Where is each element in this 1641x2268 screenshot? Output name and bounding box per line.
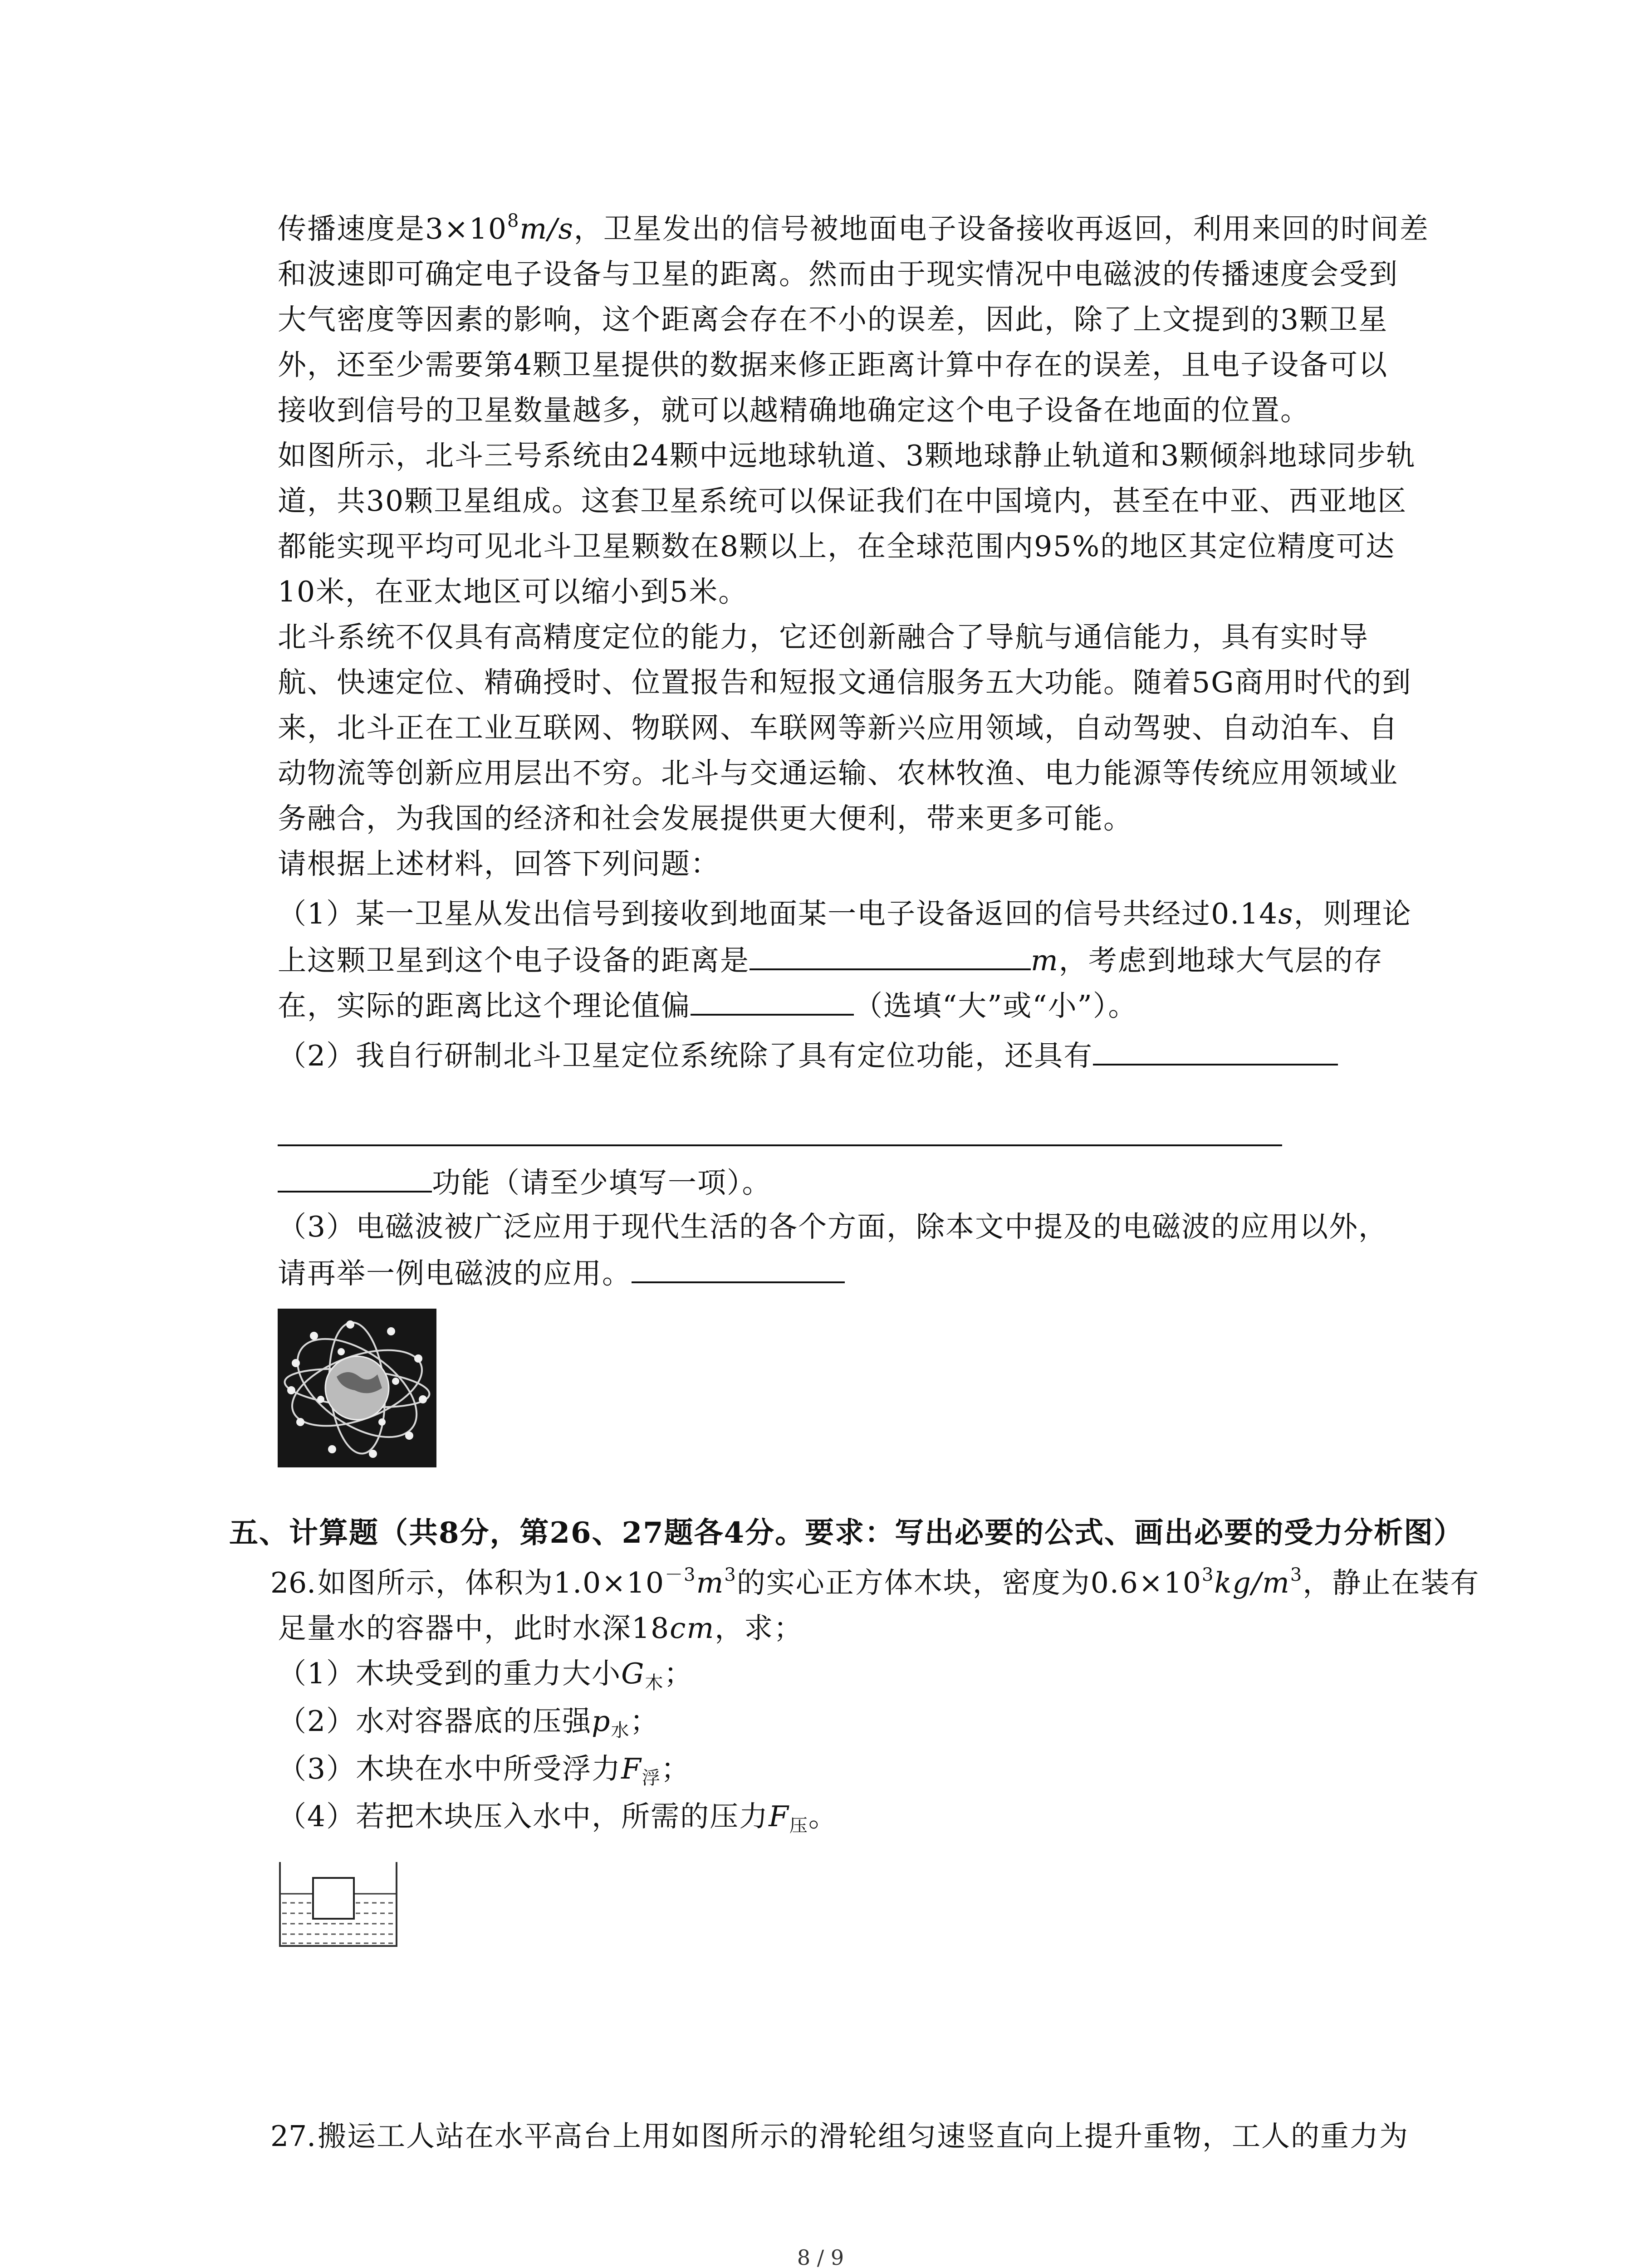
question-1-line <box>278 937 1383 983</box>
text: （选填“大”或“小”）。 <box>854 989 1138 1022</box>
subscript: 木 <box>645 1672 664 1693</box>
section-heading: 五、计算题（共8分，第26、27题各4分。要求：写出必要的公式、画出必要的受力分析图） <box>229 1516 1464 1550</box>
question-26-part-2 <box>278 1699 659 1744</box>
text: ，卫星发出的信号被地面电子设备接收再返回，利用来回的时间差 <box>573 212 1429 245</box>
text: （2）水对容器底的压强 <box>278 1705 592 1738</box>
question-26-part-4 <box>278 1794 838 1839</box>
answer-blank-function[interactable] <box>1093 1032 1338 1066</box>
unit: m <box>1031 944 1059 977</box>
text: 功能（请至少填写一项）。 <box>432 1166 772 1199</box>
text: ，则理论 <box>1293 897 1412 930</box>
passage-line: 来，北斗正在工业互联网、物联网、车联网等新兴应用领域，自动驾驶、自动泊车、自 <box>278 711 1398 744</box>
text: （4）若把木块压入水中，所需的压力 <box>278 1800 769 1833</box>
answer-line-function[interactable] <box>278 1144 1282 1146</box>
text: ，考虑到地球大气层的存 <box>1058 944 1383 977</box>
text: 传播速度是3×10 <box>278 212 508 245</box>
text: （3）木块在水中所受浮力 <box>278 1752 622 1785</box>
passage-line: 和波速即可确定电子设备与卫星的距离。然而由于现实情况中电磁波的传播速度会受到 <box>278 258 1398 291</box>
answer-blank-bigger-smaller[interactable] <box>691 982 854 1016</box>
question-3-line <box>278 1250 845 1296</box>
question-number: 26. <box>270 1566 316 1599</box>
exponent: 8 <box>507 210 520 231</box>
symbol: G <box>621 1657 645 1690</box>
passage-line: 外，还至少需要第4颗卫星提供的数据来修正距离计算中存在的误差，且电子设备可以 <box>278 348 1388 381</box>
unit: cm <box>670 1612 715 1645</box>
text: 如图所示，体积为1.0×10 <box>318 1566 665 1599</box>
passage-line: 10米，在亚太地区可以缩小到5米。 <box>278 575 748 608</box>
question-26-part-3 <box>278 1746 691 1792</box>
passage-line: 都能实现平均可见北斗卫星颗数在8颗以上，在全球范围内95%的地区其定位精度可达 <box>278 530 1396 563</box>
exponent: 3 <box>1201 1564 1215 1585</box>
text: 请再举一例电磁波的应用。 <box>278 1257 632 1290</box>
exponent: 3 <box>1290 1564 1303 1585</box>
exponent: 3 <box>724 1564 737 1585</box>
question-1-line <box>278 891 1412 937</box>
text: 上这颗卫星到这个电子设备的距离是 <box>278 944 749 977</box>
unit: kg/m <box>1214 1566 1290 1599</box>
text: 在，实际的距离比这个理论值偏 <box>278 989 691 1022</box>
passage-line: 接收到信号的卫星数量越多，就可以越精确地确定这个电子设备在地面的位置。 <box>278 394 1310 427</box>
passage-line: 大气密度等因素的影响，这个距离会存在不小的误差，因此，除了上文提到的3颗卫星 <box>278 303 1388 336</box>
passage-line <box>278 206 1429 252</box>
text: ； <box>630 1705 660 1738</box>
text: ，静止在装有 <box>1303 1566 1480 1599</box>
passage-line: 如图所示，北斗三号系统由24颗中远地球轨道、3颗地球静止轨道和3颗倾斜地球同步轨 <box>278 439 1416 472</box>
question-26-part-1 <box>278 1651 693 1696</box>
passage-line: 北斗系统不仅具有高精度定位的能力，它还创新融合了导航与通信能力，具有实时导 <box>278 621 1369 654</box>
question-3-line: （3）电磁波被广泛应用于现代生活的各个方面，除本文中提及的电磁波的应用以外， <box>278 1210 1388 1243</box>
text: ，求； <box>715 1612 803 1645</box>
symbol: F <box>769 1800 789 1833</box>
question-26-line <box>278 1606 803 1651</box>
question-2-line <box>278 1159 772 1206</box>
passage-line: 务融合，为我国的经济和社会发展提供更大便利，带来更多可能。 <box>278 802 1133 835</box>
text: 的实心正方体木块，密度为0.6×10 <box>736 1566 1202 1599</box>
question-2-line <box>278 1032 1338 1079</box>
question-26-line <box>318 1560 1479 1606</box>
symbol: F <box>621 1752 642 1785</box>
question-prompt: 请根据上述材料，回答下列问题： <box>278 847 720 880</box>
answer-blank-function-end[interactable] <box>278 1159 432 1193</box>
text: ； <box>664 1657 694 1690</box>
question-1-line <box>278 982 1137 1029</box>
unit: m <box>696 1566 725 1599</box>
wood-block <box>313 1878 354 1919</box>
text: ； <box>661 1752 691 1785</box>
unit: m/s <box>519 212 574 245</box>
text: 足量水的容器中，此时水深18 <box>278 1612 670 1645</box>
question-number: 27. <box>270 2120 316 2153</box>
page-number: 8 / 9 <box>797 2245 844 2268</box>
text: （1）木块受到的重力大小 <box>278 1657 622 1690</box>
exponent: －3 <box>665 1564 696 1585</box>
question-27-line: 搬运工人站在水平高台上用如图所示的滑轮组匀速竖直向上提升重物，工人的重力为 <box>318 2120 1409 2153</box>
passage-line: 航、快速定位、精确授时、位置报告和短报文通信服务五大功能。随着5G商用时代的到 <box>278 666 1412 699</box>
passage-line: 动物流等创新应用层出不穷。北斗与交通运输、农林牧渔、电力能源等传统应用领域业 <box>278 757 1398 790</box>
wood-block-in-water-figure <box>278 1860 400 1950</box>
symbol: p <box>592 1705 611 1738</box>
subscript: 压 <box>789 1815 808 1836</box>
subscript: 水 <box>611 1720 630 1741</box>
answer-blank-distance[interactable] <box>749 937 1031 970</box>
text: 。 <box>808 1800 838 1833</box>
text: （1）某一卫星从发出信号到接收到地面某一电子设备返回的信号共经过0.14 <box>278 897 1279 930</box>
answer-blank-application[interactable] <box>632 1250 845 1283</box>
subscript: 浮 <box>642 1768 661 1789</box>
passage-line: 道，共30颗卫星组成。这套卫星系统可以保证我们在中国境内，甚至在中亚、西亚地区 <box>278 484 1407 518</box>
text: （2）我自行研制北斗卫星定位系统除了具有定位功能，还具有 <box>278 1039 1093 1072</box>
beidou-satellite-orbit-image <box>278 1309 436 1467</box>
unit: s <box>1278 897 1294 930</box>
